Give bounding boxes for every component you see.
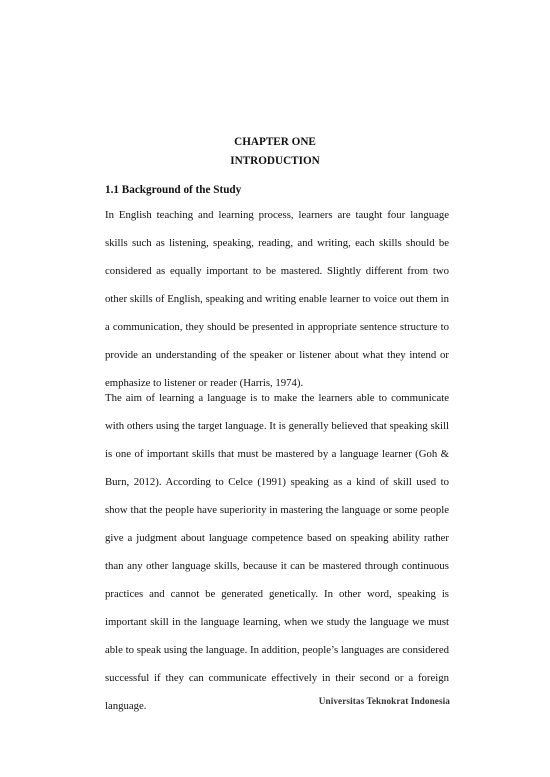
chapter-title: INTRODUCTION <box>230 155 320 167</box>
paragraph-aim: The aim of learning a language is to make the learners able to communicate with others using the target language. It is generally believed that speaking skill is one of important skills that must be mastered by a language learner (Goh & Burn, 2012). According to Celce (1991) speaking as a kind of skill used to show that the people have superiority in mastering the language or some people give a judgment about language competence based on speaking ability rather than any other language skills, because it can be mastered through continuous practices and cannot be generated genetically. In other word, speaking is important skill in the language learning, when we study the language we must able to speak using the language. In addition, people’s languages are considered successful if they can communicate effectively in their second or a foreign language. <box>105 392 449 712</box>
section-title: 1.1 Background of the Study <box>105 184 242 196</box>
chapter-heading <box>0 133 550 171</box>
paragraph-background: In English teaching and learning process, learners are taught four language skills such as listening, speaking, reading, and writing, each skills should be considered as equally important to be mastered. Slightly different from two other skills of English, speaking and writing enable learner to voice out them in a communication, they should be presented in appropriate sentence structure to provide an understanding of the speaker or listener about what they intend or emphasize to listener or reader (Harris, 1974). <box>105 209 449 389</box>
chapter-number: CHAPTER ONE <box>234 136 316 148</box>
footer-institution: Universitas Teknokrat Indonesia <box>318 696 450 706</box>
